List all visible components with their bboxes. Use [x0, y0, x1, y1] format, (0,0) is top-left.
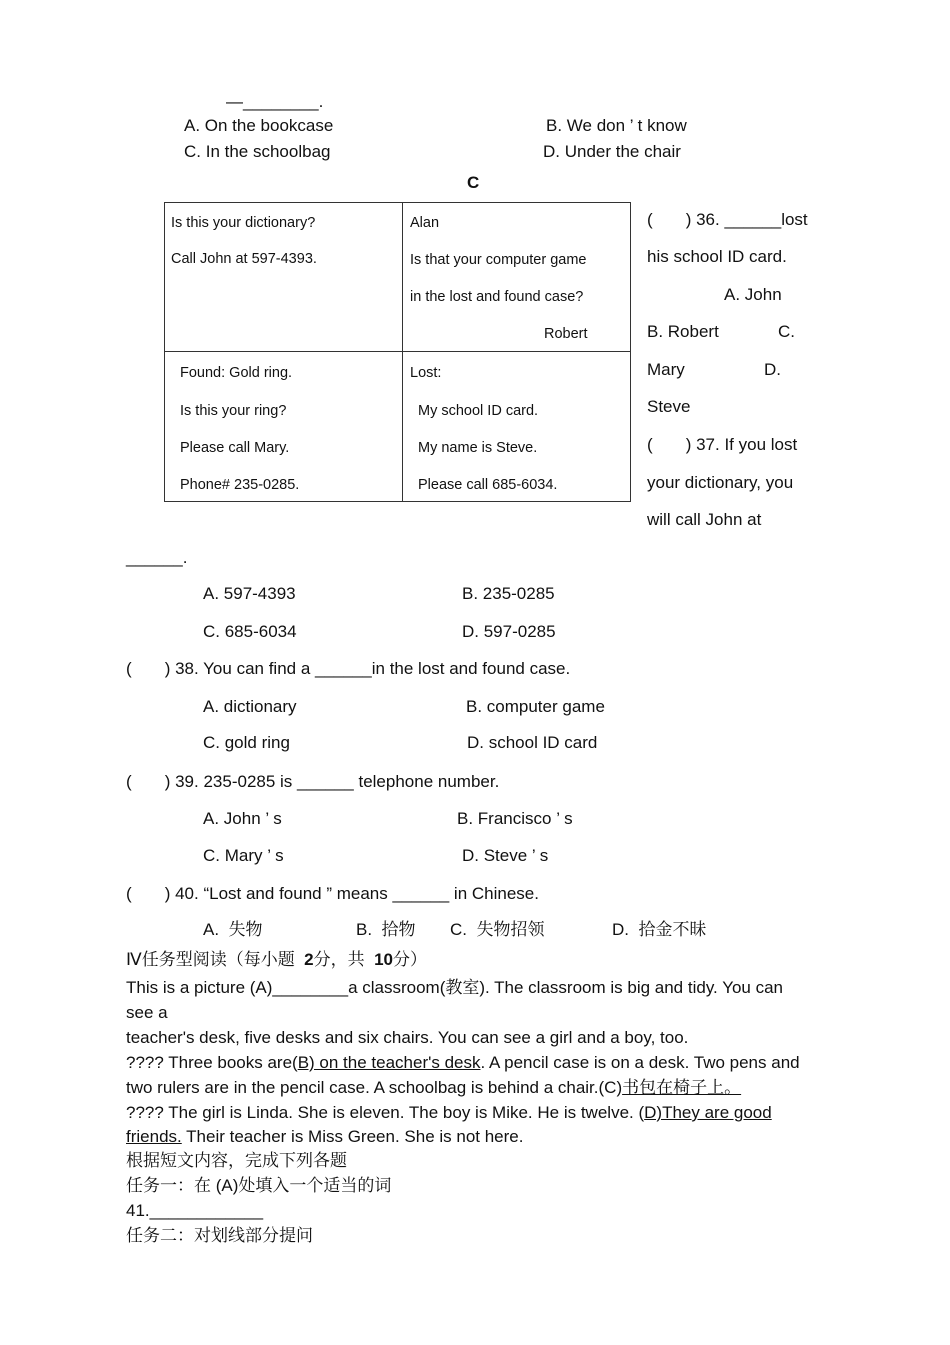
passage-line3: ???? Three books are(B) on the teacher's desk. A pencil case is on a desk. Two pens and	[126, 1053, 800, 1072]
q39-stem: ( ) 39. 235-0285 is ______ telephone number.	[126, 772, 500, 791]
q36-option-d-letter: D.	[764, 360, 781, 379]
notice4-line1: Lost:	[410, 365, 442, 381]
notice2-line1: Alan	[410, 215, 440, 231]
grid-divider-horizontal	[165, 351, 630, 352]
q37-option-d: D. 597-0285	[462, 622, 556, 641]
q35-stem-end: —________.	[226, 92, 324, 111]
notice2-line3: in the lost and found case?	[410, 289, 584, 305]
q36-option-b: B. Robert	[647, 322, 719, 341]
passage-line1: This is a picture (A)________a classroom(教室). The classroom is big and tidy. You can	[126, 978, 784, 997]
q35-option-d: D. Under the chair	[543, 142, 681, 161]
q39-option-a: A. John ’ s	[203, 809, 282, 828]
q37-stem-line2: your dictionary, you	[647, 473, 794, 492]
q36-stem-line1: ( ) 36. ______lost	[647, 210, 808, 229]
q36-option-d-text: Steve	[647, 397, 691, 416]
passage-line4: two rulers are in the pencil case. A schoolbag is behind a chair.(C)书包在椅子上。	[126, 1078, 742, 1097]
q35-option-b: B. We don ’ t know	[546, 116, 687, 135]
passage-line6: friends. Their teacher is Miss Green. She is not here.	[126, 1127, 524, 1146]
q40-option-c: C. 失物招领	[450, 920, 545, 939]
notice4-line2: My school ID card.	[418, 403, 539, 419]
q36-option-c-letter: C.	[778, 322, 795, 341]
underlined-part-d: D)They are good	[644, 1103, 772, 1122]
passage-line2: teacher's desk, five desks and six chairs. You can see a girl and a boy, too.	[126, 1028, 689, 1047]
q38-option-a: A. dictionary	[203, 697, 297, 716]
notice2-line4: Robert	[544, 326, 588, 342]
passage-line1b: see a	[126, 1003, 168, 1022]
passage-line5: ???? The girl is Linda. She is eleven. The boy is Mike. He is twelve. (D)They are good	[126, 1103, 772, 1122]
section-c-title: C	[467, 173, 480, 192]
q36-option-a: A. John	[724, 285, 782, 304]
q35-option-a: A. On the bookcase	[184, 116, 334, 135]
q35-option-c: C. In the schoolbag	[184, 142, 331, 161]
q38-option-c: C. gold ring	[203, 733, 290, 752]
q40-stem: ( ) 40. “Lost and found ” means ______ in Chinese.	[126, 884, 539, 903]
q39-option-b: B. Francisco ’ s	[457, 809, 573, 828]
notice3-line2: Is this your ring?	[180, 403, 287, 419]
notice3-line3: Please call Mary.	[180, 440, 290, 456]
notice4-line4: Please call 685-6034.	[418, 477, 558, 493]
section4-heading: Ⅳ任务型阅读（每小题 2分，共 10分）	[126, 950, 427, 969]
underlined-part-b: B) on the teacher's desk	[297, 1053, 481, 1072]
q38-stem: ( ) 38. You can find a ______in the lost and found case.	[126, 659, 571, 678]
q40-option-b: B. 拾物	[356, 920, 416, 939]
q36-stem-line2: his school ID card.	[647, 247, 787, 266]
notice3-line1: Found: Gold ring.	[180, 365, 293, 381]
instructions: 根据短文内容，完成下列各题	[126, 1151, 347, 1170]
q37-blank: ______.	[126, 548, 188, 567]
notice2-line2: Is that your computer game	[410, 252, 587, 268]
notice4-line3: My name is Steve.	[418, 440, 538, 456]
q36-option-c-text: Mary	[647, 360, 685, 379]
q37-stem-line1: ( ) 37. If you lost	[647, 435, 798, 454]
notice1-line1: Is this your dictionary?	[171, 215, 316, 231]
q37-option-b: B. 235-0285	[462, 584, 555, 603]
q41-answer-line: 41.____________	[126, 1201, 264, 1220]
q39-option-c: C. Mary ’ s	[203, 846, 284, 865]
q37-stem-line3: will call John at	[647, 510, 762, 529]
notice1-line2: Call John at 597-4393.	[171, 251, 317, 267]
grid-divider-vertical	[402, 203, 403, 501]
task2-label: 任务二：对划线部分提问	[126, 1226, 313, 1245]
q37-option-c: C. 685-6034	[203, 622, 297, 641]
q40-option-d: D. 拾金不昧	[612, 920, 707, 939]
underlined-part-c: 书包在椅子上。	[622, 1078, 742, 1097]
q38-option-d: D. school ID card	[467, 733, 598, 752]
notice3-line4: Phone# 235-0285.	[180, 477, 300, 493]
q38-option-b: B. computer game	[466, 697, 605, 716]
task1-label: 任务一：在 (A)处填入一个适当的词	[126, 1176, 392, 1195]
q37-option-a: A. 597-4393	[203, 584, 296, 603]
q39-option-d: D. Steve ’ s	[462, 846, 549, 865]
q40-option-a: A. 失物	[203, 920, 263, 939]
